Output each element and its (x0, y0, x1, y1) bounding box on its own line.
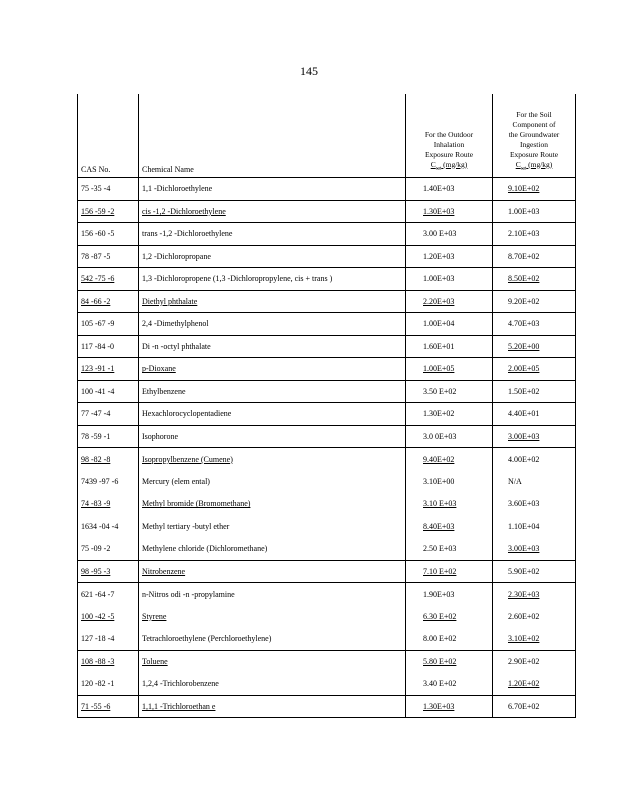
chemical-cell (139, 290, 406, 313)
cas-cell (78, 560, 139, 583)
table-row (78, 290, 576, 313)
soil-value-cell (493, 223, 576, 246)
outdoor-value-cell-text: 7.10 E+02 (423, 566, 457, 576)
cas-cell-text: 100 -42 -5 (81, 611, 115, 621)
outdoor-value-cell-text: 1.30E+03 (423, 701, 455, 711)
chemical-cell-text: cis -1,2 -Dichloroethylene (142, 206, 226, 216)
soil-value-cell-text: 3.00E+03 (508, 431, 540, 441)
chemical-cell-text: Diethyl phthalate (142, 296, 198, 306)
soil-header-line: Component of (512, 119, 556, 129)
table-row (78, 425, 576, 448)
outdoor-value-cell (406, 178, 493, 201)
cas-cell-text: 156 -59 -2 (81, 206, 115, 216)
soil-value-cell (493, 403, 576, 426)
cas-cell-text: 78 -59 -1 (81, 431, 111, 441)
soil-value-cell (493, 290, 576, 313)
soil-value-cell (493, 448, 576, 471)
soil-value-cell (493, 358, 576, 381)
table-row (78, 380, 576, 403)
chemical-cell (139, 223, 406, 246)
chemical-cell-text: Methylene chloride (Dichloromethane) (142, 544, 268, 553)
cas-cell-text: 1634 -04 -4 (81, 521, 119, 531)
outdoor-value-cell (406, 515, 493, 538)
outdoor-value-cell-text: 3.00 E+03 (423, 229, 457, 239)
soil-value-cell-text: 4.40E+01 (508, 409, 540, 419)
chemical-cell-text: 1,2 -Dichloropropane (142, 251, 211, 261)
soil-value-cell-text: 3.00E+03 (508, 544, 540, 553)
chemical-cell (139, 425, 406, 448)
cas-cell (78, 380, 139, 403)
header-row (78, 94, 576, 178)
table-row (78, 223, 576, 246)
table-row (78, 403, 576, 426)
outdoor-value-cell-text: 1.30E+03 (423, 206, 455, 216)
cas-cell (78, 425, 139, 448)
cas-cell (78, 223, 139, 246)
soil-value-cell (493, 628, 576, 651)
soil-value-cell-text: 2.10E+03 (508, 229, 540, 239)
outdoor-value-cell (406, 245, 493, 268)
soil-value-cell-text: 1.50E+02 (508, 386, 540, 396)
cas-cell (78, 403, 139, 426)
chemical-cell-text: 1,1,1 -Trichloroethan e (142, 701, 216, 711)
soil-value-cell-text: 6.70E+02 (508, 701, 540, 711)
soil-value-cell-text: 5.90E+02 (508, 566, 540, 576)
table-row (78, 583, 576, 606)
chemical-cell (139, 403, 406, 426)
table-row (78, 335, 576, 358)
cas-cell-text: 77 -47 -4 (81, 409, 111, 419)
outdoor-value-cell (406, 380, 493, 403)
cas-cell (78, 538, 139, 561)
soil-value-cell (493, 538, 576, 561)
cas-cell-text: 75 -09 -2 (81, 544, 111, 553)
cas-cell (78, 605, 139, 628)
soil-value-cell-text: 4.70E+03 (508, 319, 540, 329)
chemical-cell-text: 1,2,4 -Trichlorobenzene (142, 679, 219, 688)
cas-cell-text: 78 -87 -5 (81, 251, 111, 261)
outdoor-value-cell-text: 8.00 E+02 (423, 634, 457, 643)
cas-cell-text: 156 -60 -5 (81, 229, 115, 239)
chemical-cell-text: p-Dioxane (142, 364, 176, 374)
cas-cell (78, 583, 139, 606)
chemical-cell (139, 673, 406, 696)
soil-value-cell (493, 178, 576, 201)
chemical-cell-text: Di -n -octyl phthalate (142, 341, 211, 351)
soil-value-cell-text: 8.70E+02 (508, 251, 540, 261)
outdoor-value-cell (406, 695, 493, 718)
outdoor-value-cell-text: 3.0 0E+03 (423, 431, 457, 441)
outdoor-value-cell (406, 268, 493, 291)
chemical-cell (139, 493, 406, 516)
soil-value-cell-text: 9.10E+02 (508, 184, 540, 194)
chemical-cell-text: Methyl bromide (Bromomethane) (142, 499, 251, 509)
cas-cell-text: 74 -83 -9 (81, 499, 111, 509)
soil-value-cell (493, 425, 576, 448)
cas-cell (78, 335, 139, 358)
outdoor-value-cell-text: 3.40 E+02 (423, 679, 457, 688)
cas-cell-text: 105 -67 -9 (81, 319, 115, 329)
outdoor-value-cell (406, 470, 493, 493)
table-row (78, 470, 576, 493)
soil-value-cell-text: 9.20E+02 (508, 296, 540, 306)
soil-value-cell (493, 268, 576, 291)
outdoor-value-cell-text: 2.50 E+03 (423, 544, 457, 553)
chemical-cell-text: Isophorone (142, 431, 178, 441)
cas-cell (78, 448, 139, 471)
outdoor-value-cell-text: 6.30 E+02 (423, 611, 457, 621)
table-row (78, 538, 576, 561)
outdoor-value-cell-text: 1.20E+03 (423, 251, 455, 261)
outdoor-inhalation-header (406, 94, 493, 178)
soil-value-cell (493, 583, 576, 606)
cas-cell (78, 695, 139, 718)
cas-cell (78, 268, 139, 291)
chemical-cell (139, 515, 406, 538)
outdoor-value-cell-text: 8.40E+03 (423, 521, 455, 531)
outdoor-value-cell (406, 493, 493, 516)
cas-cell (78, 245, 139, 268)
chemical-cell-text: Ethylbenzene (142, 386, 186, 396)
soil-value-cell-text: 4.00E+02 (508, 454, 540, 464)
cas-cell-text: 127 -18 -4 (81, 634, 115, 643)
outdoor-value-cell-text: 1.00E+03 (423, 274, 455, 284)
soil-value-cell (493, 380, 576, 403)
cas-cell-text: 98 -95 -3 (81, 566, 111, 576)
soil-value-cell (493, 313, 576, 336)
outdoor-value-cell (406, 313, 493, 336)
outdoor-value-cell (406, 448, 493, 471)
table-row (78, 268, 576, 291)
soil-value-cell (493, 245, 576, 268)
cas-cell-text: 120 -82 -1 (81, 679, 115, 688)
soil-value-cell-text: 1.20E+02 (508, 679, 540, 688)
soil-value-cell-text: 1.00E+03 (508, 206, 540, 216)
chemical-cell (139, 200, 406, 223)
table-row (78, 695, 576, 718)
chemical-cell (139, 470, 406, 493)
cas-cell-text: 84 -66 -2 (81, 296, 111, 306)
table-row (78, 560, 576, 583)
soil-value-cell (493, 673, 576, 696)
chemical-cell (139, 605, 406, 628)
outdoor-value-cell-text: 3.10E+00 (423, 476, 455, 486)
table-row (78, 448, 576, 471)
cas-cell (78, 200, 139, 223)
chemical-header: Chemical Name (139, 94, 406, 178)
soil-screening-table (77, 94, 576, 718)
outdoor-value-cell-text: 1.00E+05 (423, 364, 455, 374)
chemical-cell (139, 245, 406, 268)
soil-header-line: For the Soil (516, 109, 552, 119)
soil-value-cell-text: 2.00E+05 (508, 364, 540, 374)
outdoor-value-cell (406, 223, 493, 246)
soil-value-cell-text: 3.60E+03 (508, 499, 540, 509)
outdoor-value-cell (406, 200, 493, 223)
cas-cell (78, 673, 139, 696)
outdoor-value-cell (406, 583, 493, 606)
cas-cell-text: 98 -82 -8 (81, 454, 111, 464)
table-row (78, 650, 576, 673)
cas-cell (78, 470, 139, 493)
soil-header-line: Exposure Route (509, 149, 559, 159)
cas-cell (78, 313, 139, 336)
soil-value-cell (493, 605, 576, 628)
chemical-cell-text: Hexachlorocyclopentadiene (142, 409, 232, 419)
cas-cell-text: 71 -55 -6 (81, 701, 111, 711)
chemical-cell (139, 538, 406, 561)
soil-value-cell (493, 200, 576, 223)
table-row (78, 515, 576, 538)
cas-cell-text: 542 -75 -6 (81, 274, 115, 284)
cas-cell (78, 290, 139, 313)
outdoor-value-cell (406, 560, 493, 583)
table-row (78, 628, 576, 651)
cas-cell-text: 117 -84 -0 (81, 341, 115, 351)
chemical-cell (139, 358, 406, 381)
outdoor-value-cell (406, 425, 493, 448)
outdoor-value-cell (406, 673, 493, 696)
outdoor-value-cell-text: 1.40E+03 (423, 184, 455, 194)
chemical-cell-text: 2,4 -Dimethylphenol (142, 319, 209, 329)
outdoor-value-cell (406, 290, 493, 313)
soil-value-cell (493, 493, 576, 516)
cas-cell (78, 358, 139, 381)
cas-cell (78, 515, 139, 538)
chemical-cell-text: Mercury (elem ental) (142, 476, 210, 486)
outdoor-value-cell (406, 403, 493, 426)
outdoor-value-cell-text: 2.20E+03 (423, 296, 455, 306)
chemical-cell-text: trans -1,2 -Dichloroethylene (142, 229, 233, 239)
outdoor-value-cell (406, 358, 493, 381)
chemical-cell-text: Isopropylbenzene (Cumene) (142, 454, 233, 464)
outdoor-header-line: Exposure Route (424, 149, 474, 159)
soil-value-cell-text: 5.20E+00 (508, 341, 540, 351)
cas-header: CAS No. (78, 94, 139, 178)
soil-value-cell (493, 515, 576, 538)
soil-value-cell (493, 560, 576, 583)
cas-cell-text: 100 -41 -4 (81, 386, 115, 396)
table-row (78, 605, 576, 628)
outdoor-value-cell (406, 628, 493, 651)
soil-value-cell (493, 470, 576, 493)
outdoor-header-line: For the Outdoor (424, 129, 474, 139)
chemical-cell-text: 1,1 -Dichloroethylene (142, 184, 213, 194)
outdoor-value-cell (406, 605, 493, 628)
cas-cell-text: 75 -35 -4 (81, 184, 111, 194)
outdoor-value-cell (406, 538, 493, 561)
chemical-cell (139, 313, 406, 336)
soil-value-cell-text: 2.60E+02 (508, 611, 540, 621)
chemical-cell (139, 650, 406, 673)
chemical-cell-text: Toluene (142, 657, 168, 666)
table-row (78, 178, 576, 201)
page-number: 145 (300, 64, 318, 78)
soil-value-cell-text: N/A (508, 476, 522, 486)
chemical-cell (139, 268, 406, 291)
chemical-cell-text: Nitrobenzene (142, 566, 186, 576)
outdoor-value-cell (406, 650, 493, 673)
soil-header-line: Ingestion (520, 139, 548, 149)
outdoor-header-line: Inhalation (433, 139, 465, 149)
chemical-cell (139, 335, 406, 358)
soil-unit: $C_{sat}$ (mg/kg) (515, 159, 553, 171)
soil-value-cell-text: 2.90E+02 (508, 657, 540, 666)
chemical-cell (139, 380, 406, 403)
outdoor-value-cell-text: 3.50 E+02 (423, 386, 457, 396)
soil-header-line: the Groundwater (508, 129, 560, 139)
chemical-cell (139, 583, 406, 606)
soil-value-cell-text: 8.50E+02 (508, 274, 540, 284)
chemical-cell-text: Methyl tertiary -butyl ether (142, 521, 230, 531)
chemical-cell (139, 178, 406, 201)
table-row (78, 358, 576, 381)
outdoor-value-cell (406, 335, 493, 358)
soil-value-cell-text: 3.10E+02 (508, 634, 540, 643)
outdoor-value-cell-text: 1.30E+02 (423, 409, 455, 419)
cas-cell-text: 108 -88 -3 (81, 657, 115, 666)
cas-cell (78, 628, 139, 651)
chemical-cell (139, 628, 406, 651)
soil-value-cell (493, 650, 576, 673)
outdoor-value-cell-text: 3.10 E+03 (423, 499, 457, 509)
soil-value-cell (493, 695, 576, 718)
outdoor-unit: $C_{sat}$ (mg/kg) (430, 159, 468, 171)
outdoor-value-cell-text: 5.80 E+02 (423, 657, 457, 666)
outdoor-value-cell-text: 9.40E+02 (423, 454, 455, 464)
chemical-cell-text: n-Nitros odi -n -propylamine (142, 589, 235, 599)
table-row (78, 200, 576, 223)
cas-cell-text: 621 -64 -7 (81, 589, 115, 599)
cas-cell-text: 7439 -97 -6 (81, 476, 119, 486)
table-row (78, 673, 576, 696)
chemical-cell (139, 448, 406, 471)
table-row (78, 245, 576, 268)
outdoor-value-cell-text: 1.90E+03 (423, 589, 455, 599)
soil-value-cell-text: 2.30E+03 (508, 589, 540, 599)
chemical-cell (139, 695, 406, 718)
outdoor-value-cell-text: 1.60E+01 (423, 341, 455, 351)
table-row (78, 313, 576, 336)
cas-cell (78, 650, 139, 673)
cas-cell (78, 178, 139, 201)
chemical-cell (139, 560, 406, 583)
table-row (78, 493, 576, 516)
chemical-cell-text: Tetrachloroethylene (Perchloroethylene) (142, 634, 272, 643)
cas-cell (78, 493, 139, 516)
cas-cell-text: 123 -91 -1 (81, 364, 115, 374)
chemical-cell-text: 1,3 -Dichloropropene (1,3 -Dichloropropylene, cis + trans ) (142, 274, 333, 284)
chemical-cell-text: Styrene (142, 611, 167, 621)
soil-value-cell (493, 335, 576, 358)
soil-groundwater-header (493, 94, 576, 178)
soil-value-cell-text: 1.10E+04 (508, 521, 540, 531)
outdoor-value-cell-text: 1.00E+04 (423, 319, 455, 329)
